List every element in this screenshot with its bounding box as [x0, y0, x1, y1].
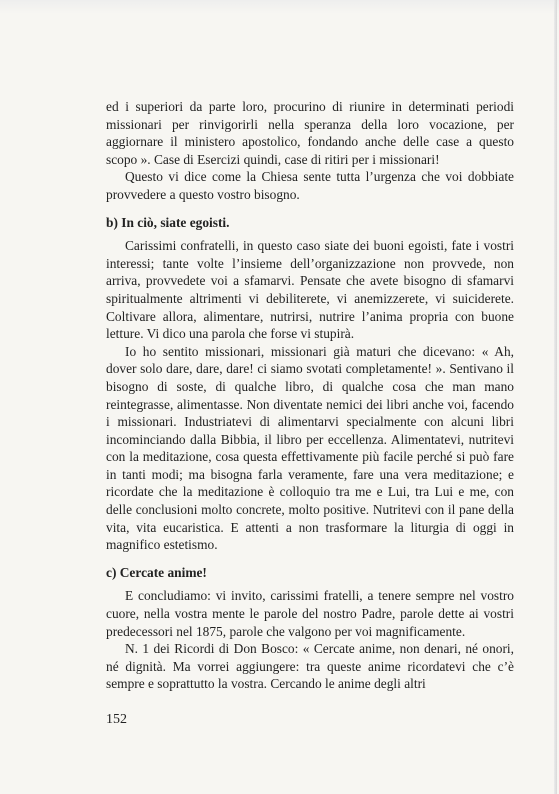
- page-number: 152: [106, 712, 127, 727]
- paragraph: ed i superiori da parte loro, procurino di riunire in determinati periodi missionari per rinvigorirli nella speranza della loro vocazione, per aggiornare il ministero apostolico, fondando anche delle case a questo scopo ». Case di Esercizi quindi, case di ritiri per i missionari!: [106, 99, 514, 167]
- paragraph: Io ho sentito missionari, missionari già maturi che dicevano: « Ah, dover solo dare, dare, dare! ci siamo svotati completamente! ». Sentivano il bisogno di soste, di qualche libro, di qualche cosa che man mano reintegrasse, alimentasse. Non diventate nemici dei libri anche voi, facendo i missionari. Industriatevi di alimentarvi specialmente con alcuni libri incominciando dalla Bibbia, il libro per eccellenza. Alimentatevi, nutritevi con la meditazione, cosa questa effettivamente più facile perché si può fare in tanti modi; ma bisogna farla veramente, fare una vera meditazione; e ricordate che la meditazione è colloquio tra me e Lui, tra Lui e me, con delle conclusioni molto concrete, molto positive. Nutritevi con il pane della vita, vita eucaristica. E attenti a non trasformare la liturgia di oggi in magnifico estetismo.: [106, 343, 514, 553]
- section-heading: b) In ciò, siate egoisti.: [106, 214, 230, 230]
- paragraph: N. 1 dei Ricordi di Don Bosco: « Cercate anime, non denari, né onori, né dignità. Ma vorrei aggiungere: tra queste anime ricordatevi che c’è sempre e soprattutto la vostra. Cercando le anime degli altri: [106, 641, 514, 692]
- paragraph: Carissimi confratelli, in questo caso siate dei buoni egoisti, fate i vostri interessi; tante volte l’insieme dell’organizzazione non provvede, non arriva, provvedete voi a sfamarvi. Pensate che avete bisogno di sfamarvi spiritualmente altrimenti vi debiliterete, vi anemizzerete, vi suiciderete. Coltivare allora, alimentare, nutrirsi, nutrire l’anima propria con buone letture. Vi dico una parola che forse vi stupirà.: [106, 238, 514, 342]
- section-heading: c) Cercate anime!: [106, 564, 207, 580]
- paragraph: E concludiamo: vi invito, carissimi fratelli, a tenere sempre nel vostro cuore, nella vostra mente le parole del nostro Padre, parole dette ai vostri predecessori nel 1875, parole che valgono per voi magnificamente.: [106, 588, 514, 639]
- body-text: [106, 98, 514, 693]
- scan-right-edge: [554, 0, 557, 794]
- scan-top-edge: [0, 0, 559, 14]
- paragraph: Questo vi dice come la Chiesa sente tutta l’urgenza che voi dobbiate provvedere a questo vostro bisogno.: [106, 169, 514, 202]
